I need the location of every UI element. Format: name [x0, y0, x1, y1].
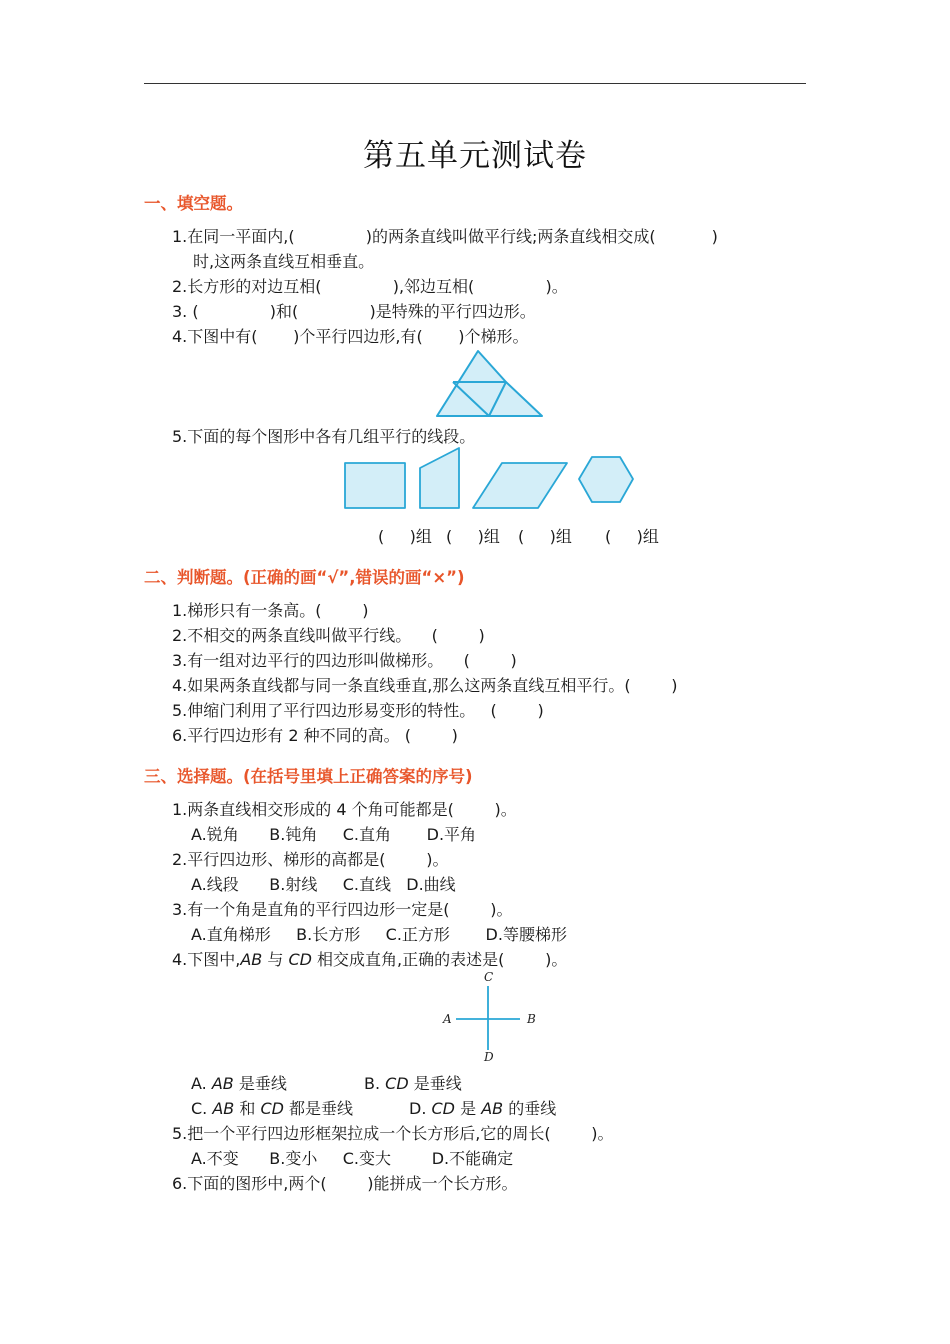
header-rule [144, 83, 806, 84]
s3-q5-options: A.不变 B.变小 C.变大 D.不能确定 [191, 1149, 514, 1168]
answer-blank-1: ( )组 [378, 527, 432, 546]
s3-q3: 3.有一个角是直角的平行四边形一定是( )。 [172, 900, 513, 919]
s3-q3-options: A.直角梯形 B.长方形 C.正方形 D.等腰梯形 [191, 925, 567, 944]
trapezoid-shape [420, 448, 459, 508]
s2-item: 5.伸缩门利用了平行四边形易变形的特性。 ( ) [172, 701, 544, 720]
answer-blank-3: ( )组 [518, 527, 572, 546]
s1-q1-line2: 时,这两条直线互相垂直。 [193, 252, 375, 271]
s3-q2: 2.平行四边形、梯形的高都是( )。 [172, 850, 449, 869]
s3-q4-option-c: C. AB 和 CD 都是垂线 [191, 1099, 354, 1118]
s2-item: 3.有一组对边平行的四边形叫做梯形。 ( ) [172, 651, 517, 670]
hexagon-shape [579, 457, 633, 502]
perpendicular-lines-figure [452, 982, 524, 1054]
s2-item: 2.不相交的两条直线叫做平行线。 ( ) [172, 626, 485, 645]
s3-q4-option-b: B. CD 是垂线 [364, 1074, 462, 1093]
s3-q5: 5.把一个平行四边形框架拉成一个长方形后,它的周长( )。 [172, 1124, 614, 1143]
parallelogram-shape [473, 463, 567, 508]
label-d: D [484, 1050, 494, 1064]
s2-item: 1.梯形只有一条高。( ) [172, 601, 369, 620]
s1-q2: 2.长方形的对边互相( ),邻边互相( )。 [172, 277, 568, 296]
s1-q4: 4.下图中有( )个平行四边形,有( )个梯形。 [172, 327, 529, 346]
shapes-figure [340, 446, 640, 516]
label-c: C [484, 970, 494, 984]
answer-blank-2: ( )组 [446, 527, 500, 546]
s1-q3: 3. ( )和( )是特殊的平行四边形。 [172, 302, 536, 321]
rectangle-shape [345, 463, 405, 508]
s3-q4-option-a: A. AB 是垂线 [191, 1074, 287, 1093]
s3-q4-option-d: D. CD 是 AB 的垂线 [409, 1099, 557, 1118]
answer-blank-4: ( )组 [605, 527, 659, 546]
triangle-outer-shape [437, 351, 542, 416]
s3-q1-options: A.锐角 B.钝角 C.直角 D.平角 [191, 825, 477, 844]
section-1-heading: 一、填空题。 [144, 194, 243, 213]
section-3-heading: 三、选择题。(在括号里填上正确答案的序号) [144, 767, 473, 786]
label-a: A [443, 1012, 452, 1026]
label-b: B [527, 1012, 536, 1026]
s1-q1-line1: 1.在同一平面内,( )的两条直线叫做平行线;两条直线相交成( ) [172, 227, 718, 246]
s3-q4: 4.下图中,AB 与 CD 相交成直角,正确的表述是( )。 [172, 950, 568, 969]
s3-q6: 6.下面的图形中,两个( )能拼成一个长方形。 [172, 1174, 518, 1193]
triangle-figure [430, 348, 550, 420]
section-2-heading: 二、判断题。(正确的画“√”,错误的画“×”) [144, 568, 465, 587]
page-title: 第五单元测试卷 [363, 138, 587, 174]
s3-q2-options: A.线段 B.射线 C.直线 D.曲线 [191, 875, 456, 894]
s2-item: 6.平行四边形有 2 种不同的高。 ( ) [172, 726, 458, 745]
s1-q5: 5.下面的每个图形中各有几组平行的线段。 [172, 427, 476, 446]
s2-item: 4.如果两条直线都与同一条直线垂直,那么这两条直线互相平行。( ) [172, 676, 678, 695]
s3-q1: 1.两条直线相交形成的 4 个角可能都是( )。 [172, 800, 517, 819]
